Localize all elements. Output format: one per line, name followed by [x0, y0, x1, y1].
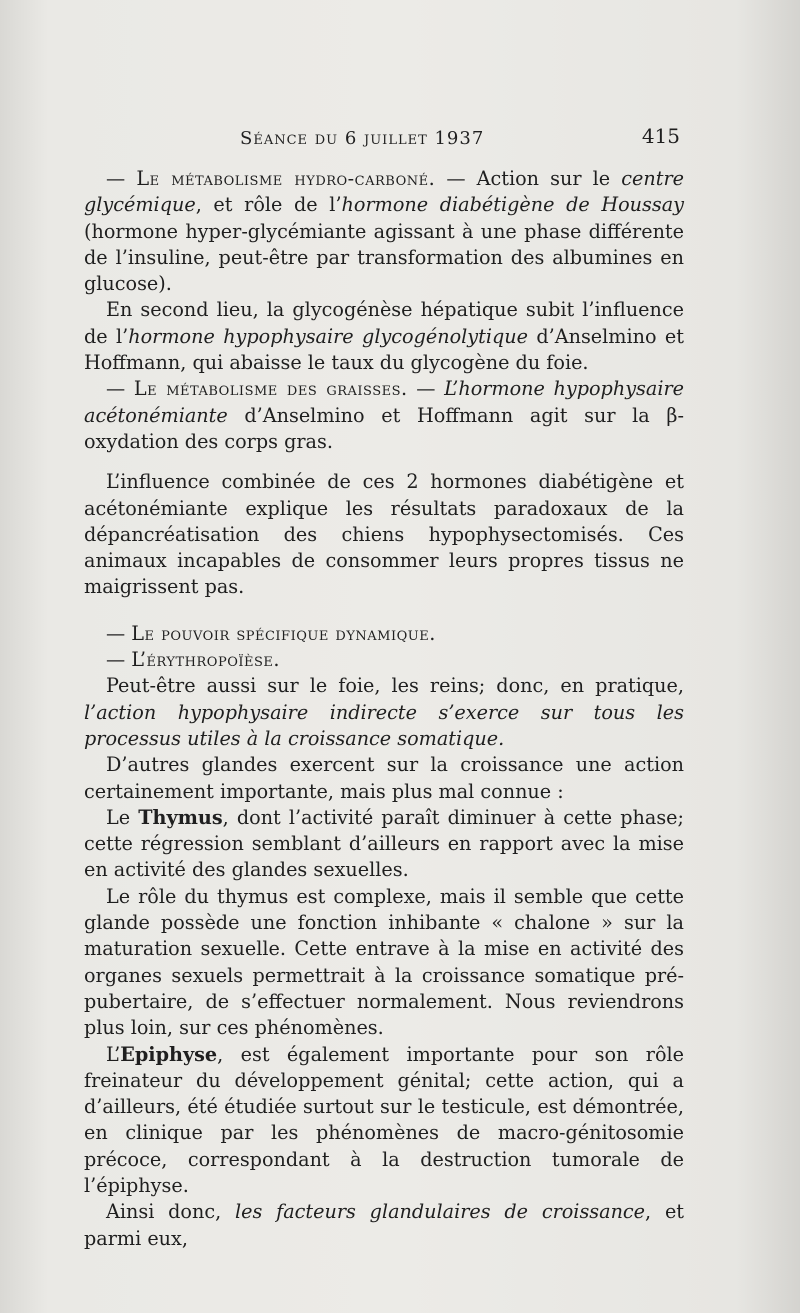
dash: —: [106, 167, 137, 190]
text-run: En second lieu, la glycogénèse hépatique subit l’influence de l’: [84, 298, 684, 348]
section-heading: Le pouvoir spécifique dynamique.: [131, 621, 436, 645]
bold-run: Epiphyse: [120, 1042, 218, 1066]
text-run: Le: [106, 805, 139, 829]
page-number: 415: [641, 124, 680, 148]
text-run: , et parmi eux,: [84, 1200, 685, 1250]
italic-run: centre glycémique: [84, 167, 684, 217]
text-run: , dont l’activité paraît diminuer à cette phase; cette régression semblant d’ailleurs en rapport avec la mise en activité des glandes sexuelles.: [84, 805, 684, 882]
paragraph-combined-influence: [84, 469, 684, 600]
text-run: Le rôle du thymus est complexe, mais il semble que cette glande possède une fonction inhibante « chalone » sur la maturation sexuelle. Cette entrave à la mise en activité des organes sexuels permettrait à la croissance somatique pré-pubertaire, de s’effectuer normalement. Nous reviendrons plus loin, sur ces phénomènes.: [84, 884, 684, 1040]
text-run: L’: [106, 1042, 121, 1066]
paragraph-glycogenesis: [84, 297, 684, 376]
paragraph-thymus: [84, 805, 684, 884]
paragraph-hydrocarbon-metabolism: [84, 166, 684, 297]
paragraph-conclusion: [84, 1199, 684, 1252]
section-heading: Le métabolisme hydro-carboné.: [136, 167, 436, 190]
dash: —: [106, 648, 132, 672]
paragraph-erythropoiesis: [84, 647, 684, 673]
page-header: [90, 124, 684, 154]
italic-run: L’hormone hypophysaire acétonémiante: [84, 377, 684, 427]
text-run: Ainsi donc,: [106, 1200, 235, 1224]
italic-run: l’action hypophysaire indirecte s’exerce sur tous les processus utiles à la croissance somatique.: [84, 700, 684, 750]
dash: —: [106, 621, 132, 645]
dash: —: [106, 377, 134, 401]
text-run: L’influence combinée de ces 2 hormones diabétigène et acétonémiante explique les résultats paradoxaux de la dépancréatisation des chiens hypophysectomisés. Ces animaux incapables de consommer leurs propres tissus ne maigrissent pas.: [84, 470, 684, 599]
text-run: d’Anselmino et Hoffmann, qui abaisse le taux du glycogène du foie.: [84, 324, 684, 375]
paragraph-indirect-action: [84, 673, 684, 752]
section-heading: Le métabolisme des graisses.: [133, 377, 408, 401]
italic-run: hormone hypophysaire glycogénolytique: [128, 324, 528, 348]
bold-run: Thymus: [138, 805, 223, 829]
paragraph-thymus-role: [84, 884, 684, 1042]
paragraph-fat-metabolism: [84, 376, 684, 455]
paragraph-specific-dynamic-power: [84, 621, 684, 647]
section-heading: L’érythropoïèse.: [131, 648, 280, 672]
text-run: D’autres glandes exercent sur la croissance une action certainement importante, mais plus mal connue :: [84, 753, 684, 803]
text-run: d’Anselmino et Hoffmann agit sur la β-oxydation des corps gras.: [84, 403, 684, 453]
text-run: , est également importante pour son rôle freinateur du développement génital; cette action, qui a d’ailleurs, été étudiée surtout sur le testicule, est démontrée, en clinique par les phénomènes de macro-génitosomie précoce, correspondant à la destruction tumorale de l’épiphyse.: [84, 1042, 684, 1197]
text-run: Peut-être aussi sur le foie, les reins; donc, en pratique,: [106, 674, 684, 698]
italic-run: hormone diabétigène de Houssay: [341, 193, 684, 217]
paragraph-other-glands: [84, 752, 684, 805]
body-text: [84, 166, 684, 1252]
text-run: —: [407, 377, 445, 401]
text-run: — Action sur le: [435, 167, 622, 190]
text-run: , et rôle de l’: [195, 193, 342, 217]
text-run: (hormone hyper-glycémiante agissant à une phase différente de l’insuline, peut-être par transformation des albumines en glucose).: [84, 219, 684, 296]
running-head: Séance du 6 juillet 1937: [240, 128, 485, 149]
italic-run: les facteurs glandulaires de croissance: [234, 1200, 646, 1224]
paragraph-epiphysis: [84, 1042, 684, 1200]
